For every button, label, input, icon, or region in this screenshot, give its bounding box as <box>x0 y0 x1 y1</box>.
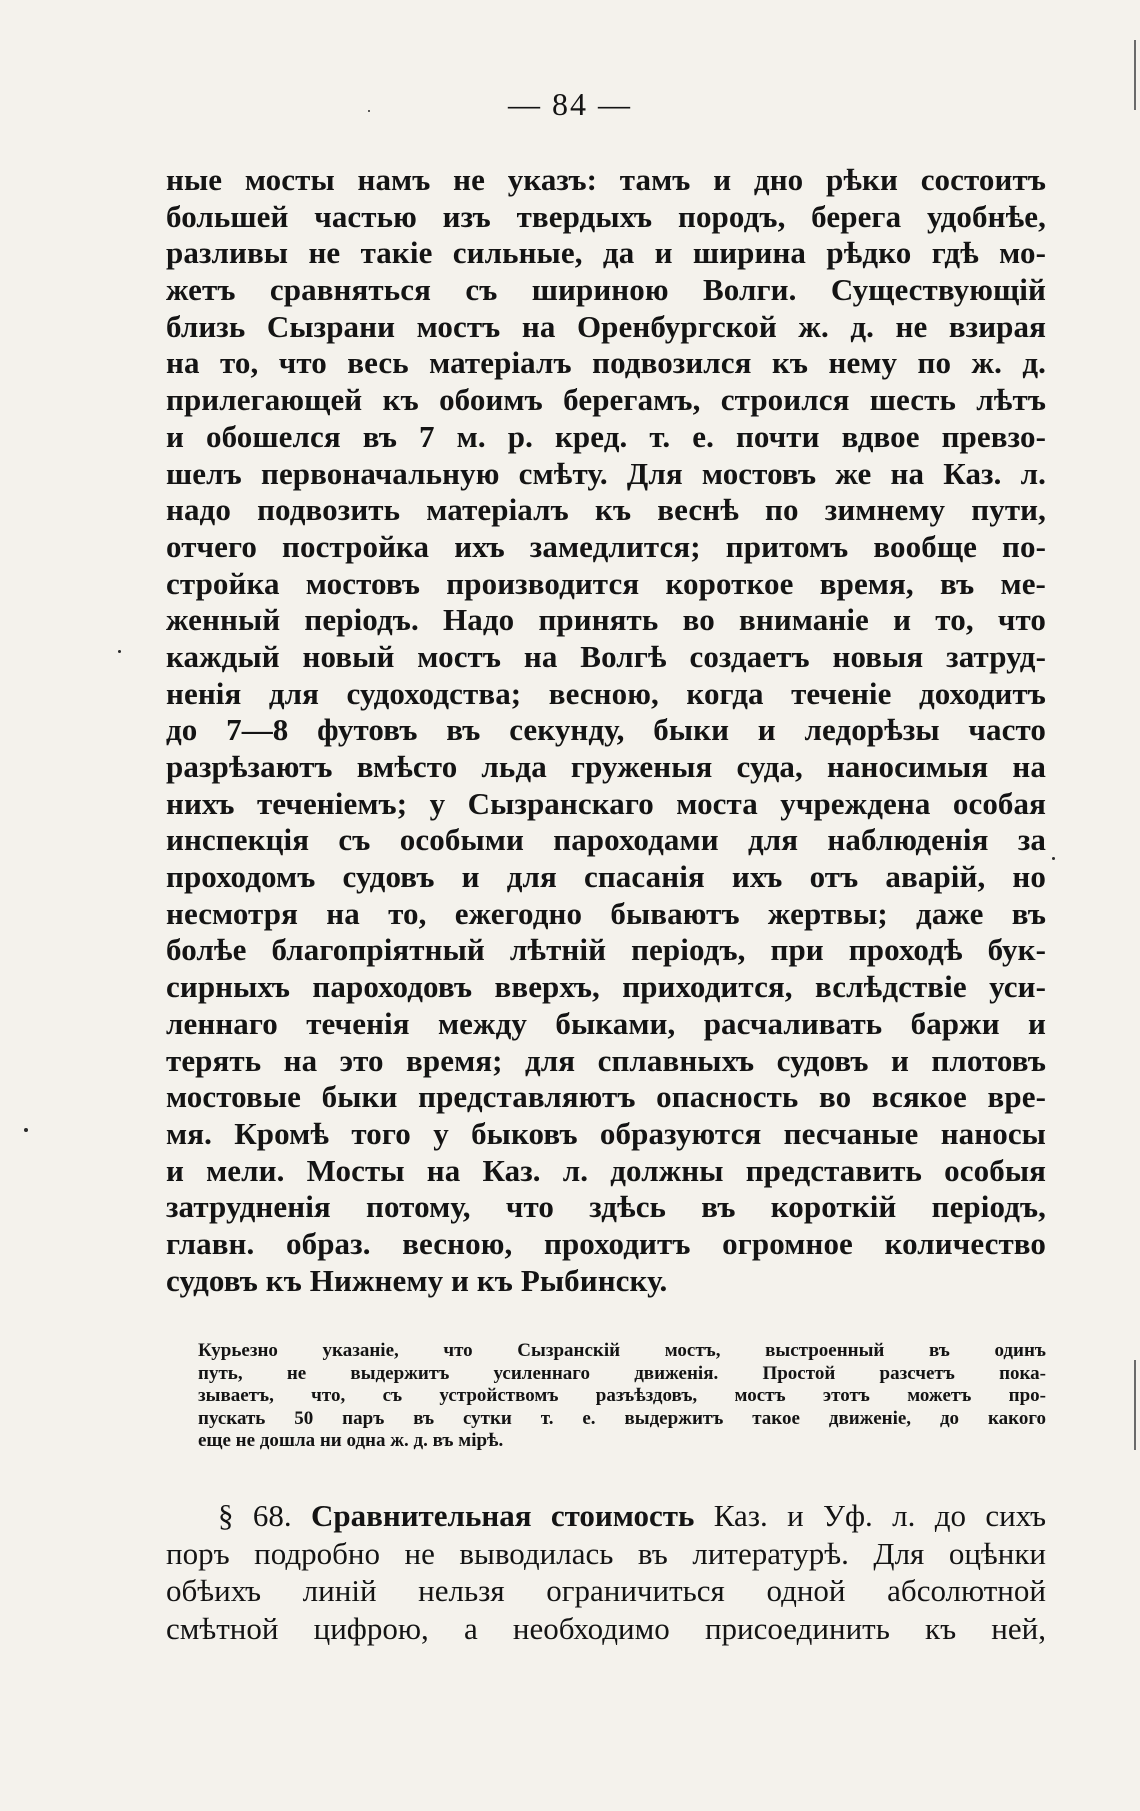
text-line: женный періодъ. Надо принять во вниманіе и то, что <box>166 602 1046 638</box>
text-line: и мели. Мосты на Каз. л. должны представить особыя <box>166 1152 1046 1188</box>
text-line: близь Сызрани мостъ на Оренбургской ж. д. не взирая <box>166 308 1046 344</box>
scan-speck <box>368 110 370 112</box>
scan-edge-mark <box>1134 40 1136 110</box>
scan-speck <box>1052 857 1055 860</box>
scan-speck <box>24 1128 28 1132</box>
text-line: судовъ къ Нижнему и къ Рыбинску. <box>166 1262 668 1298</box>
text-line: нихъ теченіемъ; у Сызранскаго моста учреждена особая <box>166 785 1046 821</box>
section-line: смѣтной цифрою, а необходимо присоединить къ ней, <box>166 1610 1046 1646</box>
scan-edge-mark <box>1134 1360 1136 1450</box>
text-line: сирныхъ пароходовъ вверхъ, приходится, вслѣдствіе уси- <box>166 969 1046 1005</box>
text-line: и обошелся въ 7 м. р. кред. т. е. почти вдвое превзо- <box>166 418 1046 454</box>
text-line: главн. образ. весною, проходитъ огромное количество <box>166 1225 1046 1261</box>
section-line: обѣихъ линій нельзя ограничиться одной абсолютной <box>166 1573 1046 1608</box>
text-line: стройка мостовъ производится короткое время, въ ме- <box>166 565 1046 601</box>
footnote-line: еще не дошла ни одна ж. д. въ мірѣ. <box>198 1430 504 1452</box>
footnote-line: Курьезно указаніе, что Сызранскій мостъ, выстроенный въ одинъ <box>198 1340 1046 1361</box>
text-line: отчего постройка ихъ замедлится; притомъ вообще по- <box>166 528 1046 564</box>
text-line: разрѣзаютъ вмѣсто льда груженыя суда, наносимыя на <box>166 749 1046 784</box>
scan-speck <box>118 650 121 653</box>
text-line: мостовые быки представляютъ опасность во всякое вре- <box>166 1079 1046 1115</box>
footnote-line: пускать 50 паръ въ сутки т. е. выдержитъ такое движеніе, до какого <box>198 1407 1046 1429</box>
text-line: несмотря на то, ежегодно бываютъ жертвы; даже въ <box>166 895 1046 931</box>
text-line: леннаго теченія между быками, расчаливать баржи и <box>166 1005 1046 1041</box>
text-line: прилегающей къ обоимъ берегамъ, строился шесть лѣтъ <box>166 382 1046 418</box>
text-line: ные мосты намъ не указъ: тамъ и дно рѣки состоитъ <box>166 162 1046 197</box>
footnote-line: зываетъ, что, съ устройствомъ разъѣздовъ, мостъ этотъ можетъ про- <box>198 1385 1046 1407</box>
text-line: шелъ первоначальную смѣту. Для мостовъ же на Каз. л. <box>166 455 1046 491</box>
footnote-block <box>198 1340 1046 1453</box>
section-first-line-text: Каз. и Уф. л. до сихъ <box>713 1498 1047 1533</box>
text-line: каждый новый мостъ на Волгѣ создаетъ новыя затруд- <box>166 638 1046 674</box>
section-68 <box>166 1497 1046 1647</box>
text-line: большей частью изъ твердыхъ породъ, берега удобнѣе, <box>166 198 1046 234</box>
text-line: мя. Кромѣ того у быковъ образуются песчаные наносы <box>166 1115 1046 1151</box>
footnote-line: путь, не выдержитъ усиленнаго движенія. Простой разсчетъ пока- <box>198 1362 1046 1384</box>
text-line: проходомъ судовъ и для спасанія ихъ отъ аварій, но <box>166 859 1046 895</box>
section-first-line <box>166 1497 1046 1535</box>
page-number: — 84 — <box>508 86 632 122</box>
text-line: жетъ сравняться съ шириною Волги. Существующій <box>166 272 1046 308</box>
text-line: болѣе благопріятный лѣтній періодъ, при проходѣ бук- <box>166 932 1046 968</box>
main-text-block <box>166 162 1046 1299</box>
section-heading: Сравнительная стоимость <box>310 1498 695 1533</box>
text-line: инспекція съ особыми пароходами для наблюденія за <box>166 822 1046 858</box>
section-line: поръ подробно не выводилась въ литературѣ. Для оцѣнки <box>166 1535 1046 1571</box>
text-line: разливы не такіе сильные, да и ширина рѣдко гдѣ мо- <box>166 235 1046 271</box>
text-line: терять на это время; для сплавныхъ судовъ и плотовъ <box>166 1042 1046 1078</box>
text-line: ненія для судоходства; весною, когда теченіе доходитъ <box>166 675 1046 711</box>
text-line: надо подвозить матеріалъ къ веснѣ по зимнему пути, <box>166 492 1046 528</box>
section-marker: § 68. <box>218 1498 292 1533</box>
text-line: затрудненія потому, что здѣсь въ короткій періодъ, <box>166 1189 1046 1225</box>
text-line: до 7—8 футовъ въ секунду, быки и ледорѣзы часто <box>166 712 1046 748</box>
text-line: на то, что весь матеріалъ подвозился къ нему по ж. д. <box>166 345 1046 381</box>
